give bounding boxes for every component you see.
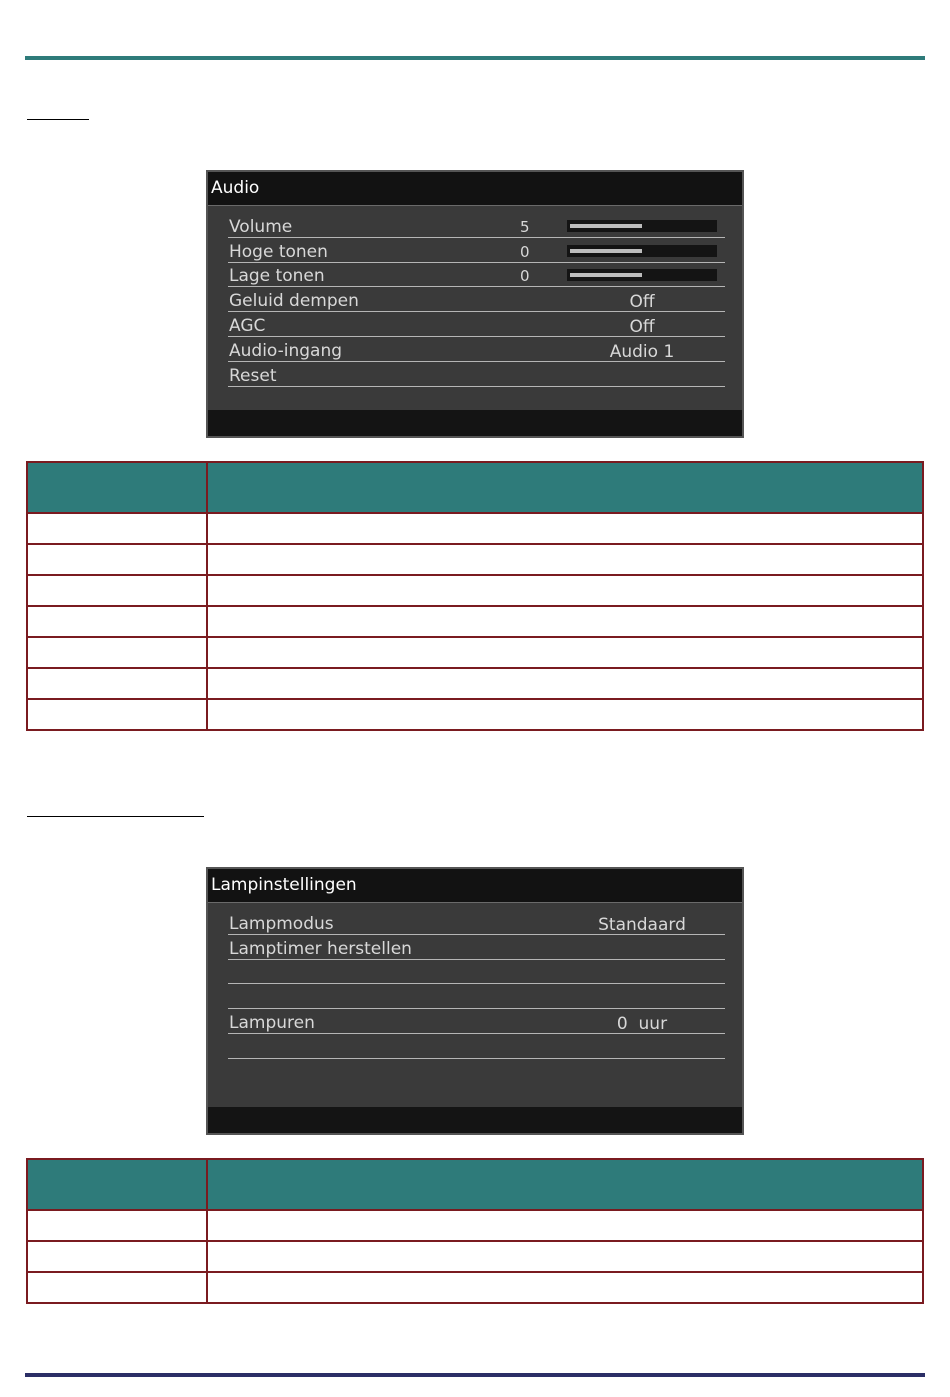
osd-item-bass[interactable] xyxy=(228,263,725,288)
table-cell xyxy=(207,668,923,699)
table-header-row xyxy=(27,462,923,513)
table-cell xyxy=(207,637,923,668)
osd-item-treble[interactable] xyxy=(228,238,725,263)
osd-item-empty xyxy=(228,1034,725,1059)
table-row xyxy=(27,668,923,699)
table-row xyxy=(27,606,923,637)
osd-footer xyxy=(208,410,742,436)
osd-item-empty xyxy=(228,960,725,985)
osd-item-lamp-mode[interactable] xyxy=(228,910,725,935)
table-cell xyxy=(207,544,923,575)
osd-item-value: 0 uur xyxy=(616,1013,668,1034)
osd-item-label: Lage tonen xyxy=(229,266,325,287)
osd-item-value: Standaard xyxy=(598,914,686,935)
table-cell xyxy=(207,1272,923,1303)
level-bar[interactable] xyxy=(567,269,717,281)
osd-item-label: Volume xyxy=(229,216,293,237)
table-row xyxy=(27,1210,923,1241)
table-header-cell xyxy=(27,462,207,513)
osd-item-label: Geluid dempen xyxy=(229,291,359,312)
description-table-lamp xyxy=(26,1158,924,1304)
osd-item-number: 0 xyxy=(520,267,530,286)
table-row xyxy=(27,544,923,575)
top-rule xyxy=(25,56,925,60)
table-row xyxy=(27,1241,923,1272)
table-header-cell xyxy=(207,1159,923,1210)
table-cell xyxy=(207,575,923,606)
table-cell xyxy=(207,699,923,730)
osd-item-label: Hoge tonen xyxy=(229,241,328,262)
level-bar[interactable] xyxy=(567,220,717,232)
table-cell xyxy=(27,544,207,575)
osd-item-label: Lamptimer herstellen xyxy=(229,938,412,959)
osd-item-mute[interactable] xyxy=(228,287,725,312)
osd-item-label: Lampmodus xyxy=(229,913,334,934)
section-heading-underline-lamp xyxy=(27,816,204,817)
osd-item-number: 0 xyxy=(520,242,530,261)
osd-item-lamp-hours xyxy=(228,1009,725,1034)
table-cell xyxy=(207,1210,923,1241)
osd-item-value: Off xyxy=(629,292,655,313)
table-cell xyxy=(27,699,207,730)
osd-item-value: Audio 1 xyxy=(609,341,675,362)
table-cell xyxy=(207,1241,923,1272)
osd-menu-audio xyxy=(206,170,744,438)
level-bar-fill xyxy=(570,224,642,228)
table-cell xyxy=(27,575,207,606)
osd-item-label: Audio-ingang xyxy=(229,340,343,361)
osd-item-value: Off xyxy=(629,316,655,337)
table-cell xyxy=(27,513,207,544)
osd-title: Lampinstellingen xyxy=(208,869,742,903)
osd-footer xyxy=(208,1107,742,1133)
osd-item-label: AGC xyxy=(229,315,266,336)
osd-item-number: 5 xyxy=(520,217,530,236)
table-header-cell xyxy=(27,1159,207,1210)
osd-item-empty xyxy=(228,984,725,1009)
osd-item-agc[interactable] xyxy=(228,312,725,337)
table-row xyxy=(27,513,923,544)
table-header-cell xyxy=(207,462,923,513)
table-cell xyxy=(27,606,207,637)
osd-item-reset-lamp-timer[interactable] xyxy=(228,935,725,960)
table-row xyxy=(27,1272,923,1303)
bottom-rule xyxy=(25,1373,925,1377)
table-row xyxy=(27,699,923,730)
osd-item-reset[interactable] xyxy=(228,362,725,387)
table-row xyxy=(27,575,923,606)
osd-item-label: Reset xyxy=(229,365,277,386)
level-bar[interactable] xyxy=(567,245,717,257)
table-cell xyxy=(27,668,207,699)
section-heading-underline-audio xyxy=(27,119,89,120)
osd-item-label: Lampuren xyxy=(229,1012,315,1033)
table-cell xyxy=(207,606,923,637)
table-cell xyxy=(27,637,207,668)
table-row xyxy=(27,637,923,668)
level-bar-fill xyxy=(570,273,642,277)
table-cell xyxy=(27,1272,207,1303)
osd-title: Audio xyxy=(208,172,742,206)
osd-item-volume[interactable] xyxy=(228,213,725,238)
description-table-audio xyxy=(26,461,924,731)
table-header-row xyxy=(27,1159,923,1210)
osd-menu-lamp-settings xyxy=(206,867,744,1135)
table-cell xyxy=(27,1241,207,1272)
level-bar-fill xyxy=(570,249,642,253)
table-cell xyxy=(207,513,923,544)
osd-item-audio-input[interactable] xyxy=(228,337,725,362)
table-cell xyxy=(27,1210,207,1241)
